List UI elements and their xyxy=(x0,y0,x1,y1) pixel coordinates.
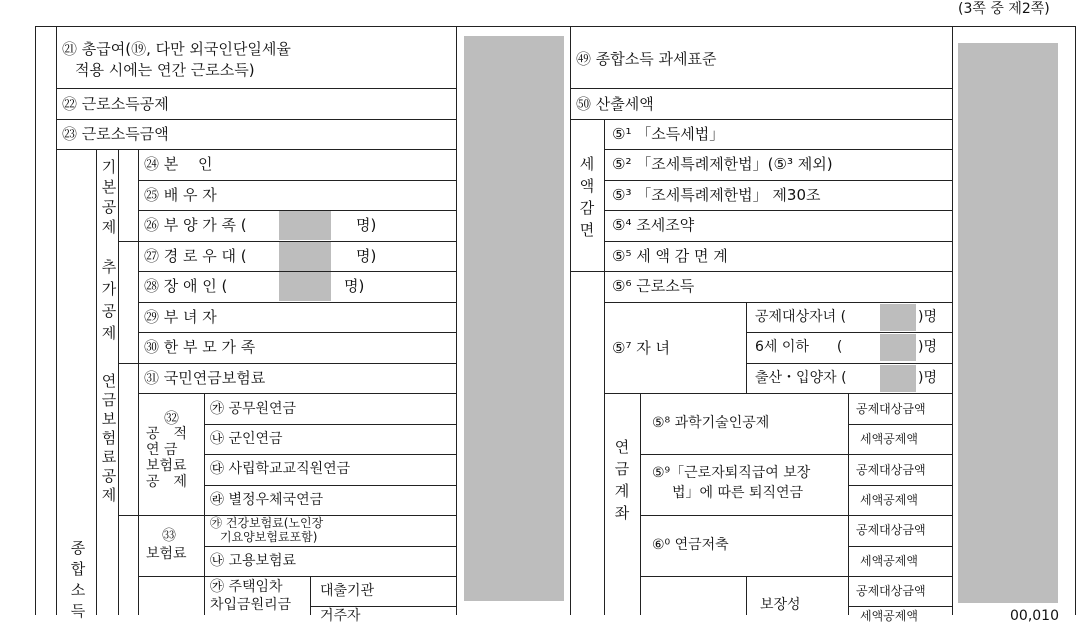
item-34-lender: 대출기관 xyxy=(320,583,375,599)
redacted-right-values xyxy=(958,43,1058,603)
redacted-27-count xyxy=(279,242,331,271)
item-57c-unit: )명 xyxy=(918,370,937,386)
tax-reduction-label: 세 액 감 면 xyxy=(579,155,595,239)
comprehensive-income-label: 종 합 소 득 xyxy=(70,539,86,620)
item-21-line2: 적용 시에는 연간 근로소득) xyxy=(75,61,255,79)
item-22: ㉒ 근로소득공제 xyxy=(62,95,169,113)
item-33-label: 보험료 xyxy=(146,546,187,562)
item-30: ㉚ 한 부 모 가 족 xyxy=(144,338,256,356)
item-55: ⑤⁵ 세 액 감 면 계 xyxy=(612,247,728,265)
item-23: ㉓ 근로소득금액 xyxy=(62,125,169,143)
item-33a-line1: ㉮ 건강보험료(노인장 xyxy=(210,516,324,530)
item-32a: ㉮ 공무원연금 xyxy=(210,401,297,417)
redacted-57b xyxy=(880,334,916,361)
tax-deduct-60: 세액공제액 xyxy=(860,554,918,568)
item-33b: ㉯ 고용보험료 xyxy=(210,553,297,569)
basic-deduction-label: 기 본 공 제 xyxy=(101,158,117,236)
item-57a-unit: )명 xyxy=(918,309,937,325)
item-28: ㉘ 장 애 인 ( xyxy=(144,277,228,295)
item-51: ⑤¹ 「소득세법」 xyxy=(612,125,725,143)
item-26-unit: 명) xyxy=(356,216,377,234)
tax-deduct-59: 세액공제액 xyxy=(860,493,918,507)
item-28-unit: 명) xyxy=(344,277,365,295)
item-58: ⑤⁸ 과학기술인공제 xyxy=(652,415,770,431)
item-57a: 공제대상자녀 ( xyxy=(755,309,847,325)
item-34a-line1: ㉮ 주택임차 xyxy=(210,579,283,595)
redacted-left-values xyxy=(464,36,564,601)
item-32-line2: 연 금 xyxy=(146,442,178,458)
item-57c: 출산・입양자 ( xyxy=(755,370,847,386)
page-marker: (3쪽 중 제2쪽) xyxy=(958,1,1050,17)
item-60: ⑥⁰ 연금저축 xyxy=(652,537,729,553)
deduct-target-guarantee: 공제대상금액 xyxy=(856,584,926,598)
item-49: ㊾ 종합소득 과세표준 xyxy=(576,50,717,68)
item-54: ⑤⁴ 조세조약 xyxy=(612,216,695,234)
item-34a-line2: 차입금원리금 xyxy=(210,597,292,613)
item-25: ㉕ 배 우 자 xyxy=(144,186,217,204)
item-32-line4: 공 제 xyxy=(146,474,188,490)
item-59-line1: ⑤⁹「근로자퇴직급여 보장 xyxy=(652,465,811,481)
item-50: ㊿ 산출세액 xyxy=(576,95,654,113)
tax-deduct-58: 세액공제액 xyxy=(860,432,918,446)
item-31: ㉛ 국민연금보험료 xyxy=(144,369,266,387)
item-26: ㉖ 부 양 가 족 ( xyxy=(144,216,247,234)
redacted-57a xyxy=(880,304,916,331)
item-29: ㉙ 부 녀 자 xyxy=(144,308,217,326)
item-27-unit: 명) xyxy=(356,247,377,265)
redacted-26-count xyxy=(279,211,331,240)
item-57b: 6세 이하 ( xyxy=(755,339,843,355)
item-52: ⑤² 「조세특례제한법」(⑤³ 제외) xyxy=(612,155,833,173)
tax-deduct-guarantee: 세액공제액 xyxy=(860,609,918,623)
redacted-57c xyxy=(880,365,916,392)
item-59-line2: 법」에 따른 퇴직연금 xyxy=(672,485,804,501)
item-32-line3: 보험료 xyxy=(146,458,187,474)
deduct-target-58: 공제대상금액 xyxy=(856,402,926,416)
item-56: ⑤⁶ 근로소득 xyxy=(612,277,695,295)
tail-value: 00,010 xyxy=(1010,608,1059,624)
item-57b-unit: )명 xyxy=(918,339,937,355)
pension-deduction-label: 연 금 보 험 료 공 제 xyxy=(101,372,117,504)
item-32c: ㉰ 사립학교교직원연금 xyxy=(210,461,351,477)
item-32d: ㉱ 별정우체국연금 xyxy=(210,492,324,508)
deduct-target-59: 공제대상금액 xyxy=(856,463,926,477)
guarantee-label: 보장성 xyxy=(760,597,801,613)
item-21-line1: ㉑ 총급여(⑲, 다만 외국인단일세율 xyxy=(62,40,291,58)
item-27: ㉗ 경 로 우 대 ( xyxy=(144,247,247,265)
item-33-number: ㉝ xyxy=(162,528,176,544)
item-53: ⑤³ 「조세특례제한법」 제30조 xyxy=(612,186,821,204)
additional-deduction-label: 추 가 공 제 xyxy=(101,258,117,342)
item-33a-line2: 기요양보험료포함) xyxy=(220,530,318,544)
deduct-target-60: 공제대상금액 xyxy=(856,523,926,537)
item-57: ⑤⁷ 자 녀 xyxy=(612,339,670,357)
item-34-resident: 거주자 xyxy=(320,608,361,624)
item-24: ㉔ 본 인 xyxy=(144,155,213,173)
item-32b: ㉯ 군인연금 xyxy=(210,431,283,447)
pension-account-label: 연 금 계 좌 xyxy=(614,438,630,522)
item-32-line1: 공 적 xyxy=(146,426,188,442)
item-32-number: ㉜ xyxy=(164,409,180,427)
redacted-28-count xyxy=(279,272,331,301)
